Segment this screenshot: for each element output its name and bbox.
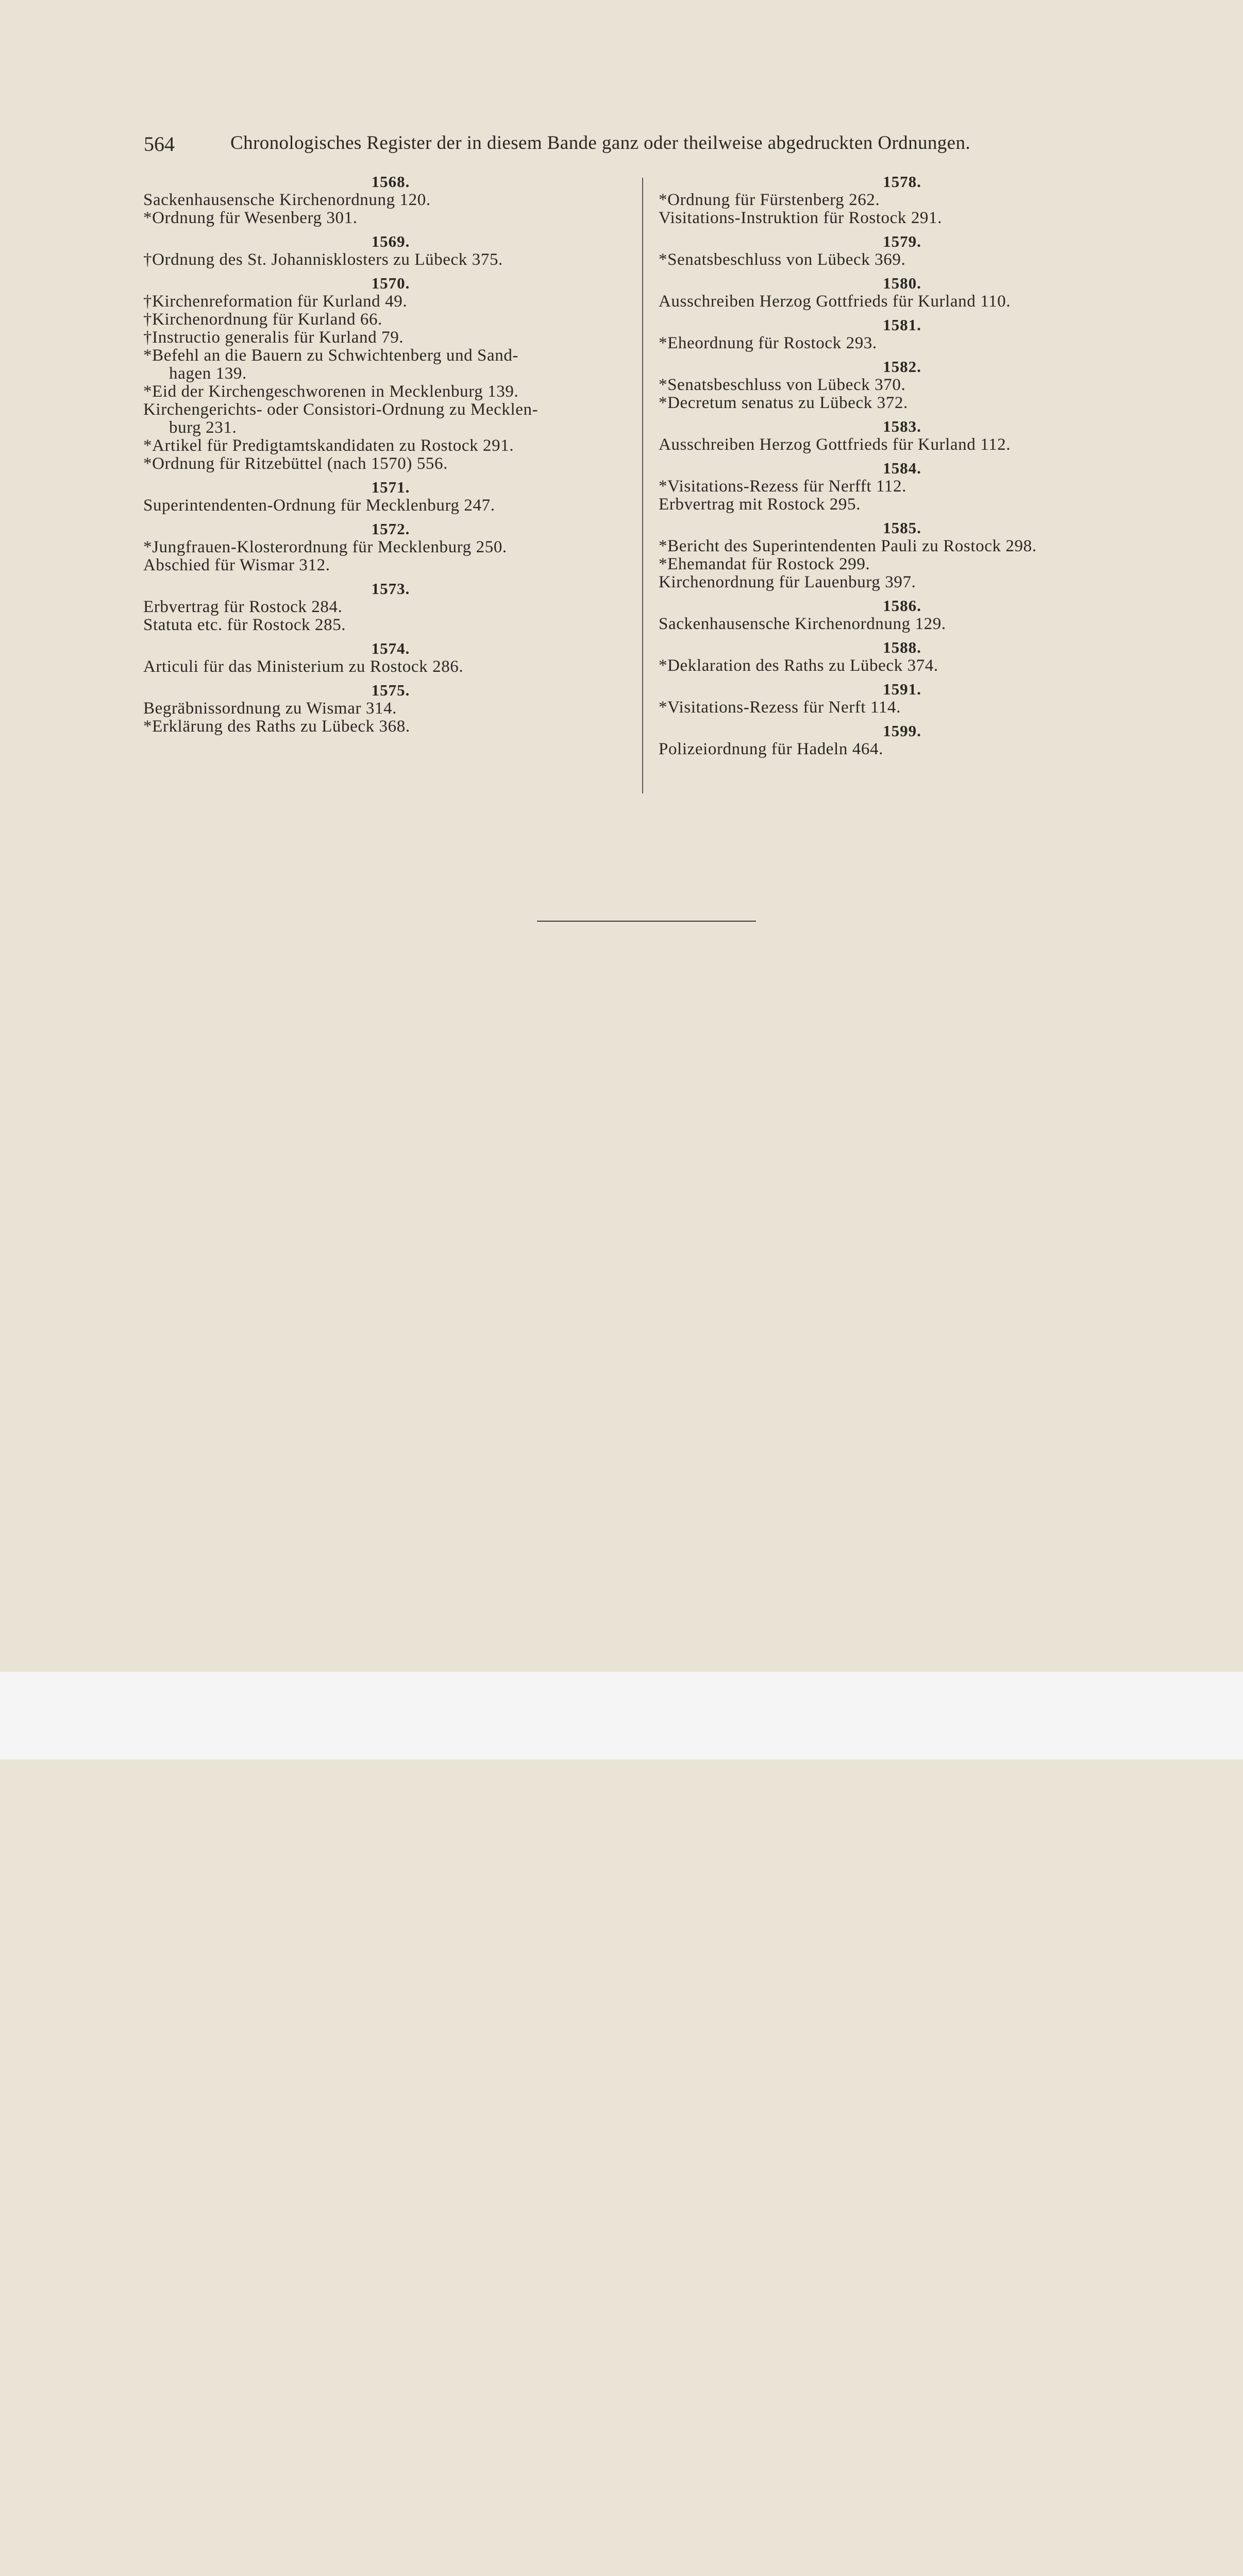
register-entry: *Visitations-Rezess für Nerft 114. [659, 698, 901, 717]
register-entry: Polizeiordnung für Hadeln 464. [659, 740, 883, 758]
page-number: 564 [144, 132, 175, 156]
year-heading: 1583. [883, 417, 921, 435]
year-heading: 1580. [883, 274, 921, 292]
register-entry: *Artikel für Predigtamtskandidaten zu Rostock 291. [143, 436, 514, 455]
register-entry: *Visitations-Rezess für Nerfft 112. [659, 477, 906, 496]
year-heading: 1578. [883, 173, 921, 191]
register-entry: *Jungfrauen-Klosterordnung für Mecklenburg 250. [143, 538, 507, 556]
page-header [142, 129, 1069, 160]
register-entry: †Ordnung des St. Johannisklosters zu Lübeck 375. [143, 250, 503, 269]
register-entry: Abschied für Wismar 312. [143, 556, 330, 574]
register-entry: *Eheordnung für Rostock 293. [659, 334, 877, 352]
register-entry: *Ehemandat für Rostock 299. [659, 555, 870, 573]
year-heading: 1574. [371, 639, 410, 657]
register-entry: *Bericht des Superintendenten Pauli zu Rostock 298. [659, 537, 1037, 555]
register-entry: †Kirchenreformation für Kurland 49. [143, 292, 408, 311]
year-heading: 1584. [883, 459, 921, 477]
register-entry: Ausschreiben Herzog Gottfrieds für Kurland 110. [659, 292, 1011, 311]
register-entry: Erbvertrag für Rostock 284. [143, 598, 343, 616]
register-entry: †Instructio generalis für Kurland 79. [143, 328, 404, 347]
footer-bar [0, 1672, 1243, 1759]
year-heading: 1573. [371, 580, 410, 598]
register-entry: Kirchengerichts- oder Consistori-Ordnung zu Mecklen- [143, 400, 539, 419]
register-entry: *Befehl an die Bauern zu Schwichtenberg und Sand- [143, 346, 519, 365]
year-heading: 1588. [883, 638, 921, 656]
register-entry: burg 231. [169, 418, 237, 437]
register-entry: Ausschreiben Herzog Gottfrieds für Kurland 112. [659, 435, 1011, 454]
register-entry: *Erklärung des Raths zu Lübeck 368. [143, 717, 410, 736]
register-entry: Statuta etc. für Rostock 285. [143, 616, 346, 634]
year-heading: 1568. [371, 173, 410, 191]
left-column [143, 173, 638, 736]
year-heading: 1569. [371, 232, 410, 250]
year-heading: 1575. [371, 681, 410, 699]
year-heading: 1581. [883, 316, 921, 334]
column-divider [642, 178, 643, 793]
register-entry: Kirchenordnung für Lauenburg 397. [659, 573, 916, 591]
register-entry: *Senatsbeschluss von Lübeck 370. [659, 376, 906, 394]
register-entry: *Ordnung für Fürstenberg 262. [659, 191, 880, 209]
year-heading: 1572. [371, 520, 410, 538]
register-entry: *Deklaration des Raths zu Lübeck 374. [659, 656, 938, 675]
register-entry: *Eid der Kirchengeschworenen in Mecklenburg 139. [143, 382, 519, 401]
year-heading: 1570. [371, 274, 410, 292]
year-heading: 1582. [883, 358, 921, 376]
register-entry: hagen 139. [169, 364, 247, 383]
register-entry: Sackenhausensche Kirchenordnung 129. [659, 615, 946, 633]
register-entry: Erbvertrag mit Rostock 295. [659, 495, 861, 514]
register-entry: *Ordnung für Wesenberg 301. [143, 209, 358, 227]
register-entry: Visitations-Instruktion für Rostock 291. [659, 209, 942, 227]
year-heading: 1586. [883, 597, 921, 615]
year-heading: 1579. [883, 232, 921, 250]
year-heading: 1599. [883, 722, 921, 740]
end-rule [537, 921, 756, 922]
register-entry: Sackenhausensche Kirchenordnung 120. [143, 191, 431, 209]
page-title: Chronologisches Register der in diesem Bande ganz oder theilweise abgedruckten Ordnungen. [230, 132, 971, 154]
register-entry: *Ordnung für Ritzebüttel (nach 1570) 556. [143, 454, 448, 473]
register-entry: Articuli für das Ministerium zu Rostock 286. [143, 657, 464, 676]
register-entry: †Kirchenordnung für Kurland 66. [143, 310, 382, 329]
year-heading: 1591. [883, 680, 921, 698]
register-entry: *Decretum senatus zu Lübeck 372. [659, 394, 908, 412]
year-heading: 1585. [883, 519, 921, 537]
register-entry: Begräbnissordnung zu Wismar 314. [143, 699, 397, 718]
register-entry: *Senatsbeschluss von Lübeck 369. [659, 250, 906, 269]
right-column [659, 173, 1146, 758]
register-entry: Superintendenten-Ordnung für Mecklenburg 247. [143, 496, 495, 515]
year-heading: 1571. [371, 478, 410, 496]
